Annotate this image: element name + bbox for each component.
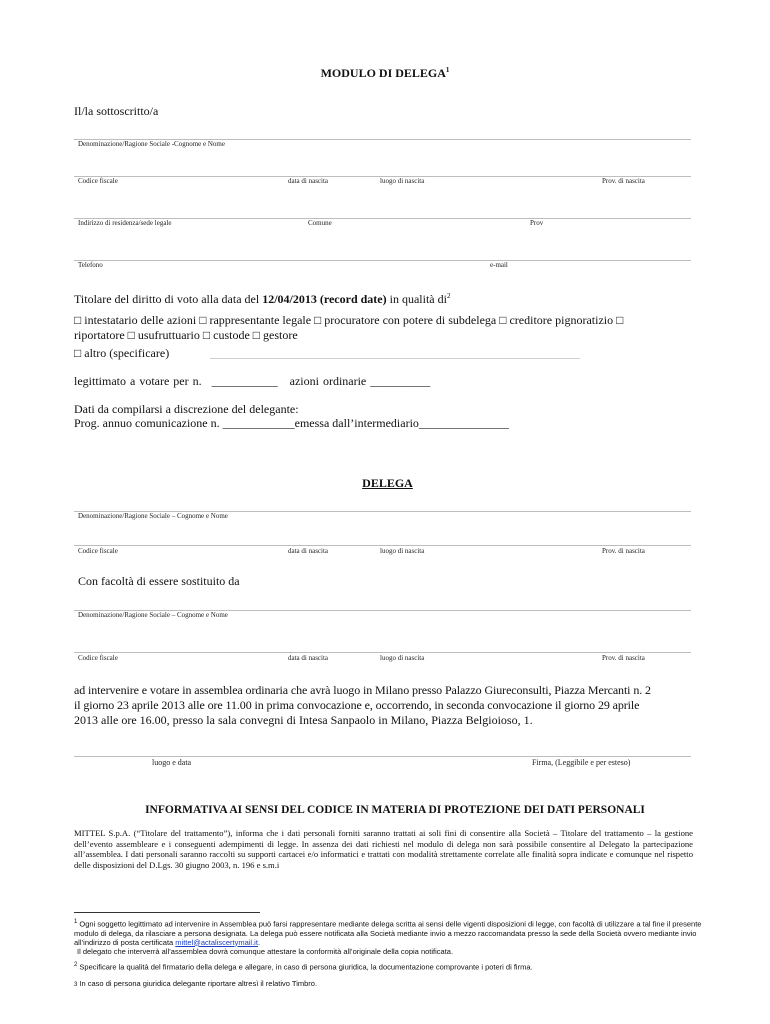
substitute-birthdate-label: data di nascita <box>288 654 329 662</box>
assembly-line-2: il giorno 23 aprile 2013 alle ore 11.00 in prima convocazione e, occorrendo, in seconda convocazione il giorno 29 aprile <box>74 698 640 712</box>
phone-field-label: Telefono <box>78 261 103 269</box>
footnote-1-mark: 1 <box>74 919 78 925</box>
footnote-3-text: In caso di persona giuridica delegante riportare altresì il relativo Timbro. <box>77 979 318 988</box>
delega-heading: DELEGA <box>362 476 413 490</box>
name-field-label: Denominazione/Ragione Sociale -Cognome e Nome <box>78 140 225 148</box>
footnote-2-text: Specificare la qualità del firmatario della delega e allegare, in caso di persona giuridica, la documentazione comprovante i poteri di firma. <box>77 962 533 972</box>
delegate-birthprov-label: Prov. di nascita <box>602 547 645 555</box>
footnote-2 <box>74 961 714 972</box>
delegate-birthdate-label: data di nascita <box>288 547 329 555</box>
footnote-1-email-link[interactable]: mittel@actaliscertymail.it <box>175 937 258 947</box>
delegate-birthplace-label: luogo di nascita <box>380 547 425 555</box>
substitute-birthprov-label: Prov. di nascita <box>602 654 645 662</box>
capacity-options-line1[interactable]: □ intestatario delle azioni □ rappresentante legale □ procuratore con potere di subdelega □ creditore pignoratizio □ <box>74 313 624 327</box>
footnote-1 <box>74 918 714 956</box>
title-text: MODULO DI DELEGA <box>320 66 446 80</box>
holder-footnote-ref: 2 <box>446 292 451 300</box>
record-date: 12/04/2013 (record date) <box>262 292 387 306</box>
signature-label: Firma, (Leggibile e per esteso) <box>532 758 631 767</box>
substitute-taxcode-line[interactable] <box>74 652 691 653</box>
shares-count-blank[interactable]: ___________ <box>211 374 278 388</box>
prog-communication-line[interactable]: Prog. annuo comunicazione n. ____________emessa dall’intermediario_______________ <box>74 416 509 430</box>
holder-statement <box>74 292 450 307</box>
address-field-label: Indirizzo di residenza/sede legale <box>78 219 172 227</box>
footnote-1-end: . <box>257 937 261 947</box>
footnote-2-mark: 2 <box>74 962 78 968</box>
birthdate-field-label: data di nascita <box>288 177 329 185</box>
footnote-separator <box>74 912 260 913</box>
title-footnote-ref: 1 <box>445 66 450 74</box>
capacity-options-line2[interactable]: riportatore □ usufruttuario □ custode □ gestore <box>74 328 298 342</box>
substitute-birthplace-label: luogo di nascita <box>380 654 425 662</box>
delegate-taxcode-line[interactable] <box>74 545 691 546</box>
assembly-line-3: 2013 alle ore 16.00, presso la sala convegni di Intesa Sanpaolo in Milano, Piazza Belgioioso, 1. <box>74 713 533 727</box>
capacity-other-field[interactable] <box>210 358 580 359</box>
delegate-name-label: Denominazione/Ragione Sociale – Cognome e Nome <box>78 512 228 520</box>
place-date-label: luogo e data <box>152 758 192 767</box>
assembly-paragraph <box>74 683 693 728</box>
delegant-data-label: Dati da compilarsi a discrezione del delegante: <box>74 402 299 416</box>
email-field-label: e-mail <box>490 261 508 269</box>
undersigned-label: Il/la sottoscritto/a <box>74 104 159 118</box>
birthprov-field-label: Prov. di nascita <box>602 177 645 185</box>
entitled-suffix: azioni ordinarie __________ <box>289 374 431 388</box>
footnote-1-text: Ogni soggetto legittimato ad intervenire in Assemblea può farsi rappresentare mediante delega scritta ai sensi delle vigenti disposizioni di legge, con facoltà di utilizzare a tal fine il presente modulo di delega, da rilasciare a persona designata. La delega può essere notificata alla Società mediante invio a mezzo raccomandata presso la sede della Società ovvero mediante invio all’indirizzo di posta certificata <box>74 919 702 947</box>
city-field-label: Comune <box>308 219 332 227</box>
phone-field-line[interactable] <box>74 260 691 261</box>
footnote-1-line2: Il delegato che interverrà all’assemblea dovrà comunque attestare la conformità all’originale della copia notificata. <box>77 946 454 956</box>
substitute-taxcode-label: Codice fiscale <box>78 654 118 662</box>
substitute-label: Con facoltà di essere sostituito da <box>78 574 240 588</box>
privacy-text: MITTEL S.p.A. (“Titolare del trattamento”), informa che i dati personali forniti saranno trattati ai soli fini di consentire alla Società – Titolare del trattamento – la gestione dell’evento assembleare e i conseguenti adempimenti di legge. In assenza dei dati richiesti nel modulo di delega non sarà possibile consentire al Delegato la partecipazione all’assemblea. I dati personali saranno raccolti su supporti cartacei e/o informatici e trattati con modalità strettamente correlate alle finalità sopra indicate e comunque nel rispetto delle disposizioni del D.Lgs. 30 giugno 2003, n. 196 e s.m.i <box>74 828 693 870</box>
place-signature-line[interactable] <box>74 756 691 757</box>
delegate-taxcode-label: Codice fiscale <box>78 547 118 555</box>
entitled-prefix: legittimato a votare per n. <box>74 374 202 388</box>
footnote-3 <box>74 979 714 990</box>
capacity-other-option[interactable]: □ altro (specificare) <box>74 346 170 360</box>
footnote-3-mark: 3 <box>74 982 78 988</box>
assembly-line-1: ad intervenire e votare in assemblea ordinaria che avrà luogo in Milano presso Palazzo Giureconsulti, Piazza Mercanti n. 2 <box>74 683 651 697</box>
substitute-name-label: Denominazione/Ragione Sociale – Cognome e Nome <box>78 611 228 619</box>
privacy-heading: INFORMATIVA AI SENSI DEL CODICE IN MATERIA DI PROTEZIONE DEI DATI PERSONALI <box>145 804 645 816</box>
birthplace-field-label: luogo di nascita <box>380 177 425 185</box>
document-title <box>0 66 770 81</box>
holder-prefix: Titolare del diritto di voto alla data del <box>74 292 263 306</box>
taxcode-field-label: Codice fiscale <box>78 177 118 185</box>
prov-field-label: Prov <box>530 219 544 227</box>
entitled-line <box>74 374 430 389</box>
holder-suffix: in qualità di <box>386 292 447 306</box>
